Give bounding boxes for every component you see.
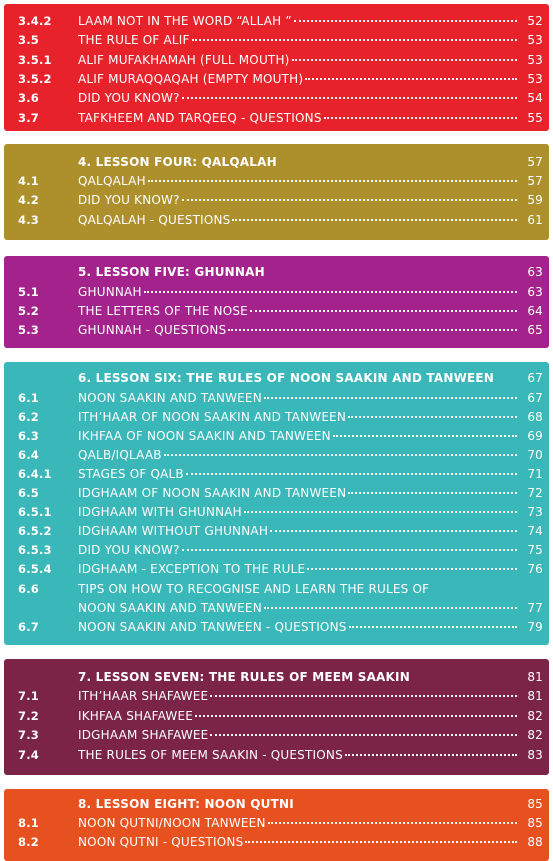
dot-leader bbox=[228, 329, 517, 331]
toc-entry[interactable] bbox=[4, 211, 549, 230]
page-number: 53 bbox=[527, 72, 543, 86]
toc-entry[interactable] bbox=[4, 31, 549, 50]
section-number: 3.5 bbox=[18, 33, 39, 47]
section-number: 4.2 bbox=[18, 193, 39, 207]
section-number: 6.4 bbox=[18, 448, 39, 462]
lesson-heading[interactable] bbox=[4, 263, 549, 282]
page-number: 75 bbox=[527, 543, 543, 557]
page-number: 82 bbox=[527, 728, 543, 742]
entry-title: THE RULE OF ALIF bbox=[78, 33, 190, 47]
entry-title-wrap bbox=[78, 503, 519, 522]
entry-title-wrap bbox=[78, 283, 519, 302]
page-number: 77 bbox=[527, 601, 543, 615]
toc-entry[interactable] bbox=[4, 389, 549, 408]
page-number: 63 bbox=[527, 285, 543, 299]
page-number: 72 bbox=[527, 486, 543, 500]
section-number: 7.1 bbox=[18, 689, 39, 703]
section-block-lesson6 bbox=[4, 362, 549, 645]
toc-entry[interactable] bbox=[4, 89, 549, 108]
page-number: 53 bbox=[527, 53, 543, 67]
page-number: 82 bbox=[527, 709, 543, 723]
dot-leader bbox=[349, 626, 517, 628]
entry-title-wrap bbox=[78, 795, 519, 814]
section-number: 3.4.2 bbox=[18, 14, 52, 28]
dot-leader bbox=[244, 511, 517, 513]
entry-title: QALQALAH bbox=[78, 174, 146, 188]
section-number: 8.2 bbox=[18, 835, 39, 849]
entry-title: NOON SAAKIN AND TANWEEN - QUESTIONS bbox=[78, 620, 347, 634]
entry-title: IKHFAA SHAFAWEE bbox=[78, 709, 194, 723]
section-number: 5.2 bbox=[18, 304, 39, 318]
section-number: 5.3 bbox=[18, 323, 39, 337]
section-number: 6.7 bbox=[18, 620, 39, 634]
page-number: 67 bbox=[527, 371, 543, 385]
entry-title-wrap bbox=[78, 726, 519, 745]
page-number: 57 bbox=[527, 174, 543, 188]
toc-entry[interactable] bbox=[4, 12, 549, 31]
dot-leader bbox=[182, 549, 517, 551]
entry-title: IDGHAAM SHAFAWEE bbox=[78, 728, 209, 742]
entry-title: GHUNNAH bbox=[78, 285, 142, 299]
section-block-lesson3 bbox=[4, 4, 549, 131]
lesson-heading[interactable] bbox=[4, 668, 549, 687]
entry-title: THE LETTERS OF THE NOSE bbox=[78, 304, 248, 318]
page-number: 76 bbox=[527, 562, 543, 576]
page-number: 81 bbox=[527, 670, 543, 684]
section-number: 3.7 bbox=[18, 111, 39, 125]
entry-title-wrap bbox=[78, 707, 519, 726]
dot-leader bbox=[250, 310, 517, 312]
dot-leader bbox=[345, 754, 517, 756]
toc-entry[interactable] bbox=[4, 446, 549, 465]
dot-leader bbox=[192, 39, 517, 41]
page-number: 70 bbox=[527, 448, 543, 462]
section-number: 6.4.1 bbox=[18, 467, 52, 481]
entry-title-wrap bbox=[78, 465, 519, 484]
dot-leader bbox=[270, 530, 517, 532]
entry-title: DID YOU KNOW? bbox=[78, 91, 180, 105]
entry-title: 5. LESSON FIVE: GHUNNAH bbox=[78, 265, 265, 279]
page-number: 57 bbox=[527, 155, 543, 169]
dot-leader bbox=[264, 607, 517, 609]
entry-title-wrap bbox=[78, 746, 519, 765]
dot-leader bbox=[268, 822, 517, 824]
toc-entry[interactable] bbox=[4, 191, 549, 210]
page-number: 52 bbox=[527, 14, 543, 28]
entry-title: IDGHAAM OF NOON SAAKIN AND TANWEEN bbox=[78, 486, 347, 500]
page-number: 81 bbox=[527, 689, 543, 703]
toc-entry[interactable] bbox=[4, 408, 549, 427]
entry-title: DID YOU KNOW? bbox=[78, 193, 180, 207]
entry-title-wrap bbox=[78, 668, 519, 687]
entry-title: NOON QUTNI/NOON TANWEEN bbox=[78, 816, 266, 830]
entry-title-wrap bbox=[78, 369, 519, 388]
section-number: 8.1 bbox=[18, 816, 39, 830]
entry-title: QALB/IQLAAB bbox=[78, 448, 162, 462]
entry-title: THE RULES OF MEEM SAAKIN - QUESTIONS bbox=[78, 748, 343, 762]
page-number: 71 bbox=[527, 467, 543, 481]
entry-title: NOON QUTNI - QUESTIONS bbox=[78, 835, 244, 849]
entry-title-wrap bbox=[78, 522, 519, 541]
dot-leader bbox=[186, 473, 517, 475]
entry-title: IKHFAA OF NOON SAAKIN AND TANWEEN bbox=[78, 429, 331, 443]
dot-leader bbox=[264, 397, 517, 399]
dot-leader bbox=[144, 291, 517, 293]
page-number: 74 bbox=[527, 524, 543, 538]
entry-title: 8. LESSON EIGHT: NOON QUTNI bbox=[78, 797, 294, 811]
section-number: 3.5.1 bbox=[18, 53, 52, 67]
entry-title-wrap bbox=[78, 31, 519, 50]
dot-leader bbox=[333, 435, 517, 437]
entry-title-wrap bbox=[78, 153, 519, 172]
page-number: 59 bbox=[527, 193, 543, 207]
toc-entry[interactable] bbox=[4, 522, 549, 541]
toc-entry[interactable] bbox=[4, 687, 549, 706]
section-number: 6.2 bbox=[18, 410, 39, 424]
toc-entry[interactable] bbox=[4, 321, 549, 340]
toc-entry[interactable] bbox=[4, 746, 549, 765]
page-number: 79 bbox=[527, 620, 543, 634]
dot-leader bbox=[182, 97, 517, 99]
toc-entry[interactable] bbox=[4, 109, 549, 128]
toc-entry[interactable] bbox=[4, 427, 549, 446]
section-number: 5.1 bbox=[18, 285, 39, 299]
dot-leader bbox=[292, 59, 517, 61]
entry-title: ALIF MUFAKHAMAH (FULL MOUTH) bbox=[78, 53, 290, 67]
entry-title-wrap bbox=[78, 263, 519, 282]
entry-title: ITH’HAAR SHAFAWEE bbox=[78, 689, 209, 703]
toc-entry[interactable] bbox=[4, 541, 549, 560]
section-number: 7.2 bbox=[18, 709, 39, 723]
page-number: 65 bbox=[527, 323, 543, 337]
dot-leader bbox=[305, 78, 517, 80]
section-number: 3.5.2 bbox=[18, 72, 52, 86]
page-number: 73 bbox=[527, 505, 543, 519]
entry-title-wrap bbox=[78, 618, 519, 637]
entry-title-wrap bbox=[78, 302, 519, 321]
entry-title-wrap bbox=[78, 814, 519, 833]
entry-title-wrap bbox=[78, 211, 519, 230]
page-number: 69 bbox=[527, 429, 543, 443]
entry-title-wrap bbox=[78, 560, 519, 579]
toc-entry[interactable] bbox=[4, 814, 549, 833]
section-number: 4.3 bbox=[18, 213, 39, 227]
toc-entry[interactable] bbox=[4, 465, 549, 484]
dot-leader bbox=[245, 841, 517, 843]
entry-title: IDGHAAM WITH GHUNNAH bbox=[78, 505, 242, 519]
entry-title-wrap bbox=[78, 687, 519, 706]
entry-title: 4. LESSON FOUR: QALQALAH bbox=[78, 155, 277, 169]
entry-title: QALQALAH - QUESTIONS bbox=[78, 213, 231, 227]
dot-leader bbox=[164, 454, 517, 456]
toc-entry[interactable] bbox=[4, 599, 549, 618]
page-number: 54 bbox=[527, 91, 543, 105]
lesson-heading[interactable] bbox=[4, 369, 549, 388]
entry-title: ALIF MURAQQAQAH (EMPTY MOUTH) bbox=[78, 72, 304, 86]
entry-title: IDGHAAM WITHOUT GHUNNAH bbox=[78, 524, 269, 538]
entry-title: IDGHAAM - EXCEPTION TO THE RULE bbox=[78, 562, 306, 576]
toc-entry[interactable] bbox=[4, 503, 549, 522]
dot-leader bbox=[307, 568, 517, 570]
entry-title-wrap bbox=[78, 51, 519, 70]
entry-title-wrap bbox=[78, 427, 519, 446]
section-number: 6.5.4 bbox=[18, 562, 52, 576]
entry-title-wrap bbox=[78, 484, 519, 503]
entry-title-wrap bbox=[78, 321, 519, 340]
lesson-heading[interactable] bbox=[4, 153, 549, 172]
dot-leader bbox=[324, 117, 517, 119]
section-block-lesson8 bbox=[4, 789, 549, 861]
entry-title-wrap bbox=[78, 70, 519, 89]
entry-title: GHUNNAH - QUESTIONS bbox=[78, 323, 227, 337]
entry-title: LAAM NOT IN THE WORD “ALLAH ” bbox=[78, 14, 292, 28]
section-block-lesson4 bbox=[4, 144, 549, 240]
page-number: 63 bbox=[527, 265, 543, 279]
entry-title-wrap bbox=[78, 109, 519, 128]
entry-title: NOON SAAKIN AND TANWEEN bbox=[78, 601, 262, 615]
toc-entry[interactable] bbox=[4, 833, 549, 852]
section-block-lesson7 bbox=[4, 659, 549, 775]
dot-leader bbox=[182, 199, 517, 201]
page-number: 67 bbox=[527, 391, 543, 405]
dot-leader bbox=[210, 734, 517, 736]
dot-leader bbox=[348, 492, 517, 494]
section-number: 6.3 bbox=[18, 429, 39, 443]
entry-title: ITH’HAAR OF NOON SAAKIN AND TANWEEN bbox=[78, 410, 347, 424]
entry-title-wrap bbox=[78, 12, 519, 31]
dot-leader bbox=[195, 715, 517, 717]
page-number: 88 bbox=[527, 835, 543, 849]
lesson-heading[interactable] bbox=[4, 795, 549, 814]
entry-title-wrap bbox=[78, 408, 519, 427]
page-number: 85 bbox=[527, 797, 543, 811]
section-number: 7.4 bbox=[18, 748, 39, 762]
entry-title-wrap bbox=[78, 833, 519, 852]
section-number: 6.5 bbox=[18, 486, 39, 500]
section-number: 6.6 bbox=[18, 582, 39, 596]
section-number: 4.1 bbox=[18, 174, 39, 188]
page-number: 85 bbox=[527, 816, 543, 830]
entry-title-wrap bbox=[78, 599, 519, 618]
page-number: 61 bbox=[527, 213, 543, 227]
toc-entry[interactable] bbox=[4, 283, 549, 302]
entry-title: 7. LESSON SEVEN: THE RULES OF MEEM SAAKIN bbox=[78, 670, 410, 684]
entry-title: STAGES OF QALB bbox=[78, 467, 184, 481]
section-number: 6.5.1 bbox=[18, 505, 52, 519]
entry-title-wrap bbox=[78, 89, 519, 108]
toc-entry[interactable] bbox=[4, 726, 549, 745]
entry-title-wrap bbox=[78, 580, 519, 599]
toc-entry[interactable] bbox=[4, 51, 549, 70]
entry-title: TAFKHEEM AND TARQEEQ - QUESTIONS bbox=[78, 111, 322, 125]
dot-leader bbox=[210, 695, 517, 697]
entry-title-wrap bbox=[78, 172, 519, 191]
page-number: 64 bbox=[527, 304, 543, 318]
entry-title: TIPS ON HOW TO RECOGNISE AND LEARN THE RULES OF bbox=[78, 582, 430, 596]
toc-entry[interactable] bbox=[4, 172, 549, 191]
toc-entry[interactable] bbox=[4, 560, 549, 579]
dot-leader bbox=[232, 219, 517, 221]
toc-entry[interactable] bbox=[4, 302, 549, 321]
page-number: 55 bbox=[527, 111, 543, 125]
section-number: 3.6 bbox=[18, 91, 39, 105]
section-block-lesson5 bbox=[4, 256, 549, 348]
entry-title-wrap bbox=[78, 541, 519, 560]
entry-title: 6. LESSON SIX: THE RULES OF NOON SAAKIN AND TANWEEN bbox=[78, 371, 495, 385]
page-number: 68 bbox=[527, 410, 543, 424]
toc-entry[interactable] bbox=[4, 707, 549, 726]
section-number: 6.5.2 bbox=[18, 524, 52, 538]
page-number: 83 bbox=[527, 748, 543, 762]
toc-entry[interactable] bbox=[4, 484, 549, 503]
page-number: 53 bbox=[527, 33, 543, 47]
section-number: 7.3 bbox=[18, 728, 39, 742]
section-number: 6.1 bbox=[18, 391, 39, 405]
entry-title: DID YOU KNOW? bbox=[78, 543, 180, 557]
section-number: 6.5.3 bbox=[18, 543, 52, 557]
entry-title-wrap bbox=[78, 389, 519, 408]
entry-title-wrap bbox=[78, 446, 519, 465]
dot-leader bbox=[148, 180, 517, 182]
entry-title: NOON SAAKIN AND TANWEEN bbox=[78, 391, 262, 405]
entry-title-wrap bbox=[78, 191, 519, 210]
dot-leader bbox=[348, 416, 517, 418]
toc-entry[interactable] bbox=[4, 70, 549, 89]
toc-entry[interactable] bbox=[4, 580, 549, 599]
dot-leader bbox=[294, 20, 517, 22]
toc-entry[interactable] bbox=[4, 618, 549, 637]
